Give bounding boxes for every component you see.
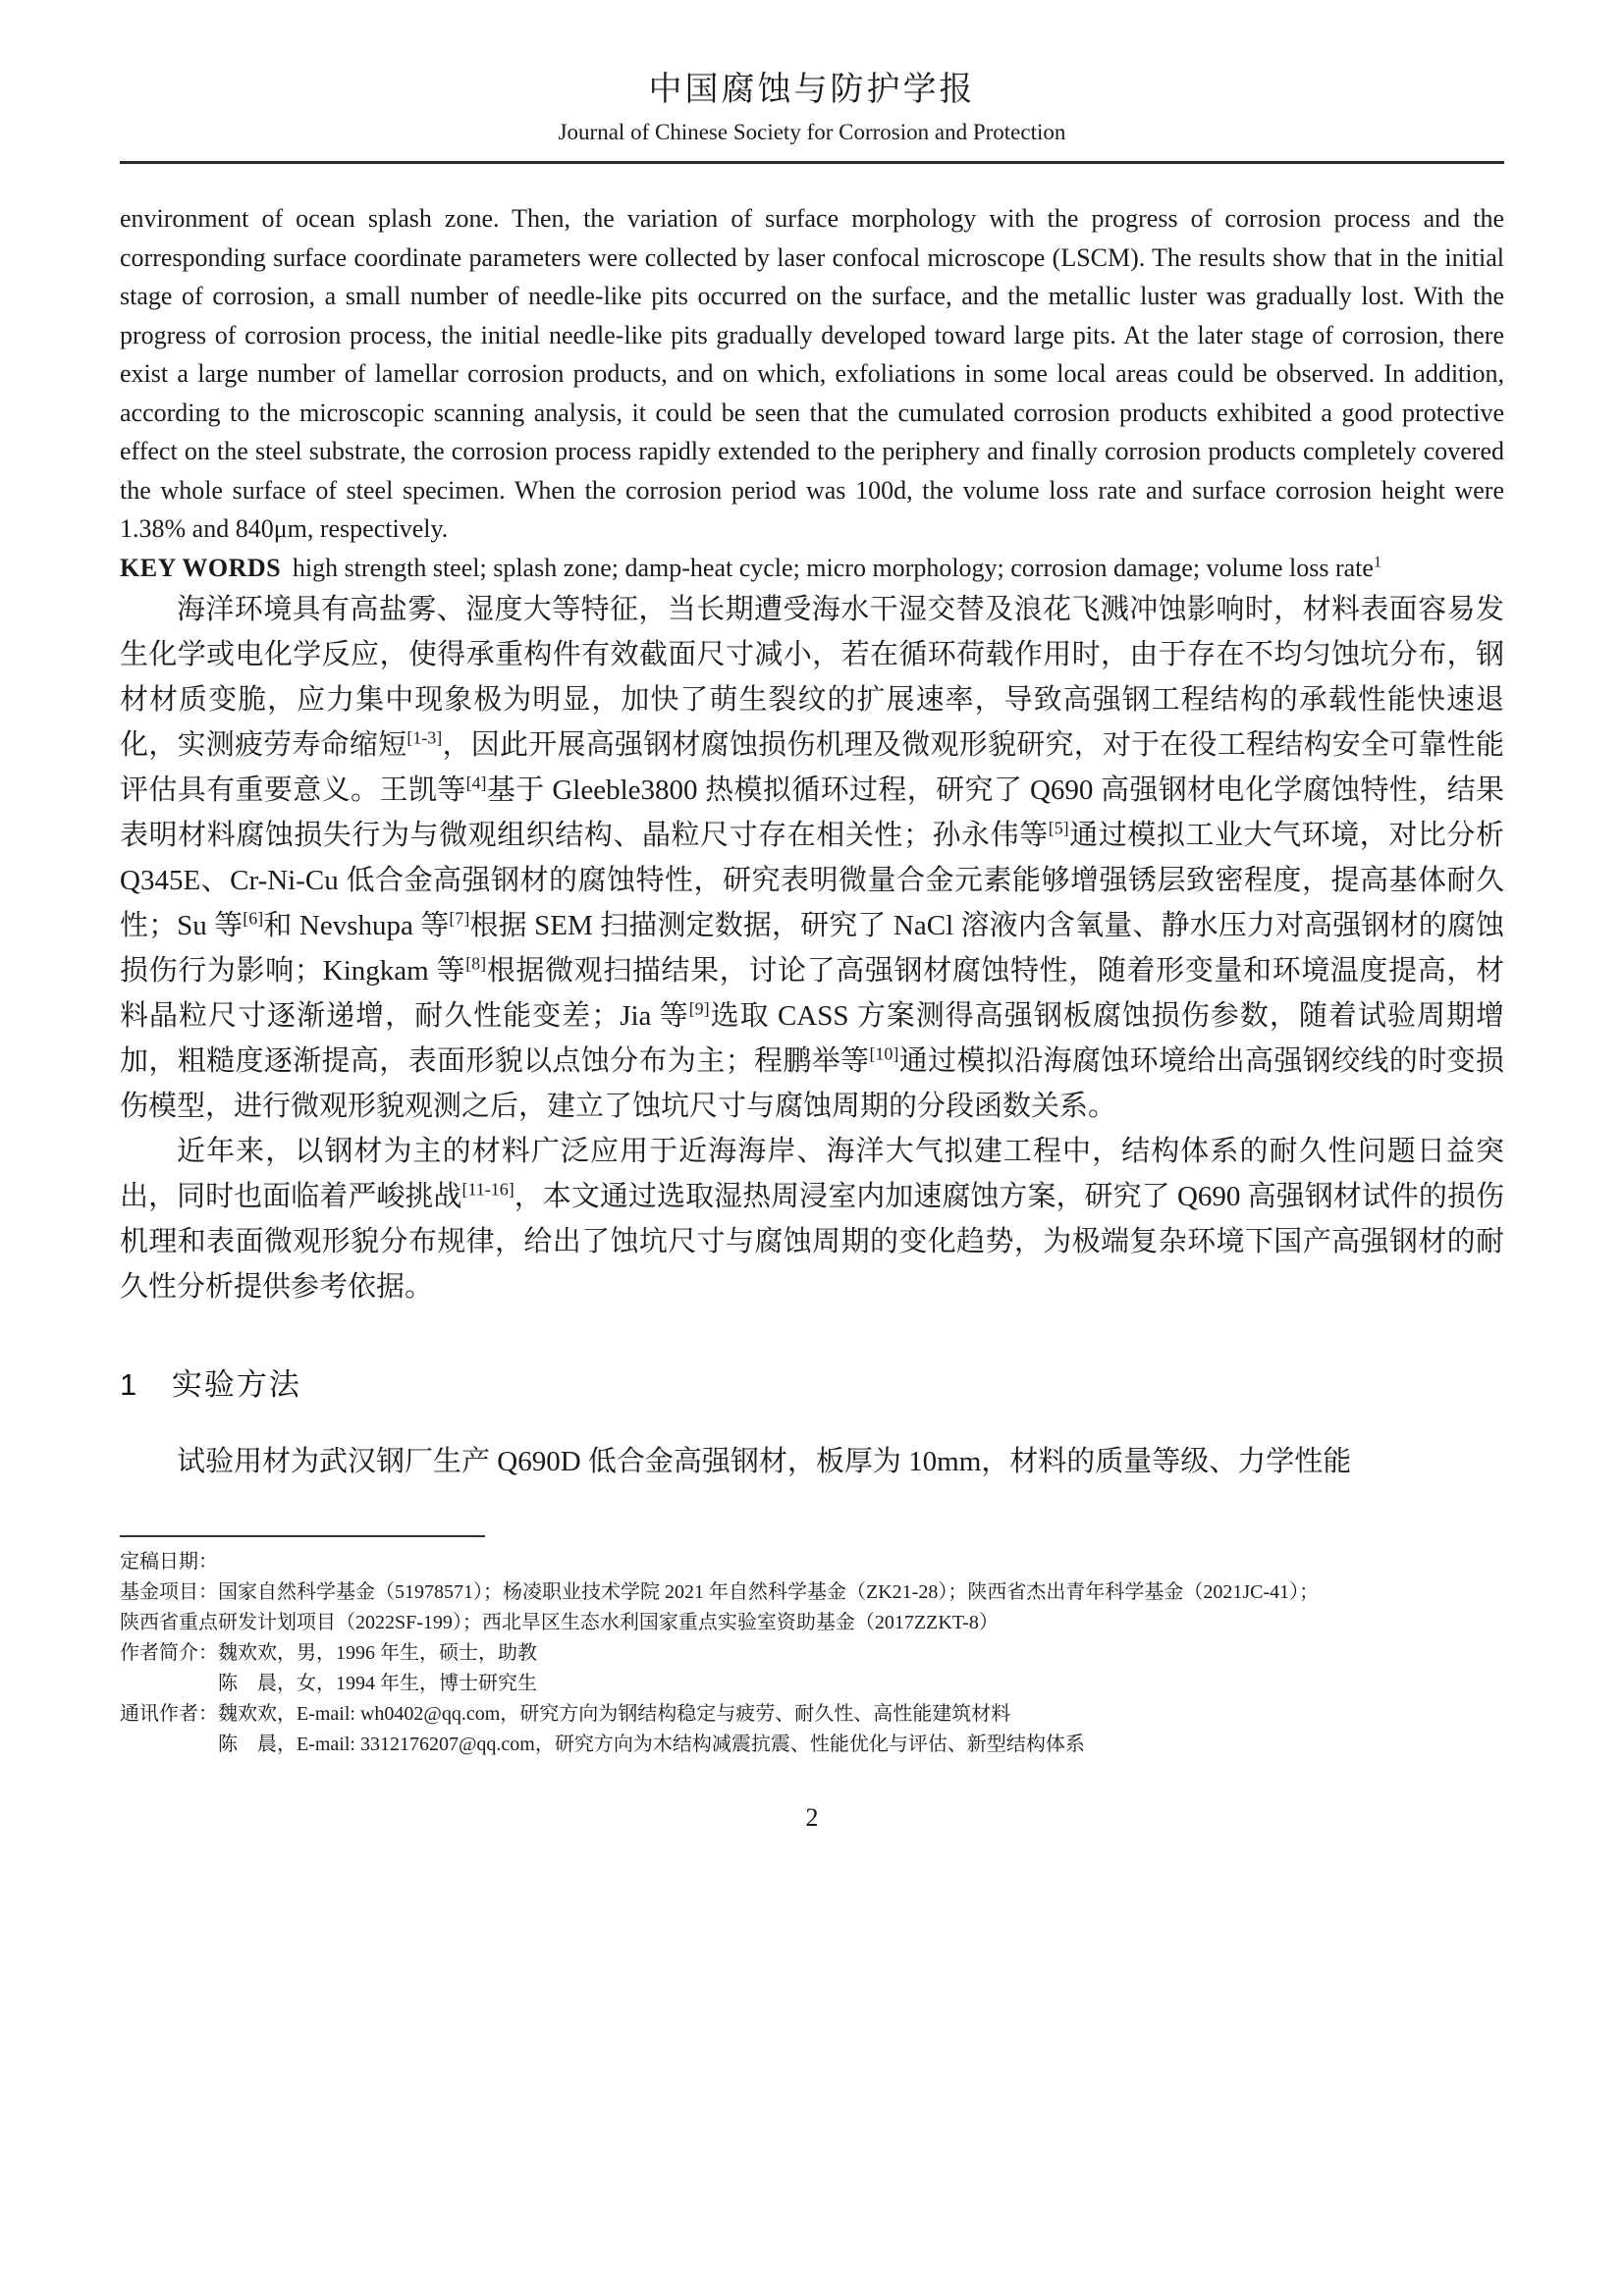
footnote-line: 基金项目：国家自然科学基金（51978571）；杨凌职业技术学院 2021 年自然科学基金（ZK21-28）；陕西省杰出青年科学基金（2021JC-41）； [120, 1580, 1320, 1603]
keywords-text: high strength steel; splash zone; damp-heat cycle; micro morphology; corrosion damage; volume loss rate [292, 553, 1374, 582]
footnotes-block [120, 1547, 1504, 1760]
keywords-label: KEY WORDS [120, 553, 282, 582]
reference-marker: [11-16] [461, 1179, 514, 1200]
reference-marker: [9] [688, 998, 710, 1019]
reference-marker: [10] [869, 1043, 899, 1064]
section-1-title: 实验方法 [171, 1367, 301, 1403]
reference-marker: [5] [1048, 818, 1069, 838]
header-rule [120, 161, 1504, 164]
intro-paragraph-2: 近年来，以钢材为主的材料广泛应用于近海海岸、海洋大气拟建工程中，结构体系的耐久性问题日益突出，同时也面临着严峻挑战[11-16]，本文通过选取湿热周浸室内加速腐蚀方案，研究了 Q690 高强钢材试件的损伤机理和表面微观形貌分布规律，给出了蚀坑尺寸与腐蚀周期的变化趋势，为极端复杂环境下国产高强钢材的耐久性分析提供参考依据。 [120, 1136, 1504, 1304]
footnote-line: 陈 晨，女，1994 年生，博士研究生 [218, 1672, 537, 1694]
journal-title-zh: 中国腐蚀与防护学报 [648, 72, 976, 108]
reference-marker: [4] [465, 773, 487, 793]
journal-header [120, 71, 1504, 164]
keywords-paragraph [120, 549, 1504, 588]
footnote-rule [120, 1535, 485, 1537]
journal-title-en: Journal of Chinese Society for Corrosion and Protection [558, 119, 1066, 144]
footnote-line: 定稿日期： [120, 1550, 218, 1573]
footnote-line: 通讯作者：魏欢欢，E-mail: wh0402@qq.com，研究方向为钢结构稳定与疲劳、耐久性、高性能建筑材料 [120, 1702, 1011, 1725]
keywords-footnote-marker: 1 [1373, 554, 1382, 571]
footnote-line: 陈 晨，E-mail: 3312176207@qq.com，研究方向为木结构减震抗震、性能优化与评估、新型结构体系 [218, 1733, 1085, 1755]
page-body [120, 199, 1504, 1483]
abstract-paragraph: environment of ocean splash zone. Then, the variation of surface morphology with the progress of corrosion process and the corresponding surface coordinate parameters were collected by laser confocal microscope (LSCM). The results show that in the initial stage of corrosion, a small number of needle-like pits occurred on the surface, and the metallic luster was gradually lost. With the progress of corrosion process, the initial needle-like pits gradually developed toward large pits. At the later stage of corrosion, there exist a large number of lamellar corrosion products, and on which, exfoliations in some local areas could be observed. In addition, according to the microscopic scanning analysis, it could be seen that the cumulated corrosion products exhibited a good protective effect on the steel substrate, the corrosion process rapidly extended to the periphery and finally corrosion products completely covered the whole surface of steel specimen. When the corrosion period was 100d, the volume loss rate and surface corrosion height were 1.38% and 840μm, respectively. [120, 204, 1504, 544]
section-1-number: 1 [120, 1367, 137, 1403]
section-1-heading [120, 1366, 1504, 1403]
footnote-line: 作者简介：魏欢欢，男，1996 年生，硕士，助教 [120, 1641, 537, 1664]
reference-marker: [8] [465, 953, 487, 974]
section-1-paragraph: 试验用材为武汉钢厂生产 Q690D 低合金高强钢材，板厚为 10mm，材料的质量等级、力学性能 [177, 1445, 1352, 1477]
footnote-line: 陕西省重点研发计划项目（2022SF-199）；西北旱区生态水利国家重点实验室资助基金（2017ZZKT-8） [120, 1611, 999, 1633]
reference-marker: [1-3] [406, 727, 443, 748]
reference-marker: [7] [449, 908, 470, 929]
reference-marker: [6] [243, 908, 264, 929]
intro-paragraph-1: 海洋环境具有高盐雾、湿度大等特征，当长期遭受海水干湿交替及浪花飞溅冲蚀影响时，材料表面容易发生化学或电化学反应，使得承重构件有效截面尺寸减小，若在循环荷载作用时，由于存在不均匀蚀坑分布，钢材材质变脆，应力集中现象极为明显，加快了萌生裂纹的扩展速率，导致高强钢工程结构的承载性能快速退化，实测疲劳寿命缩短[1-3]，因此开展高强钢材腐蚀损伤机理及微观形貌研究，对于在役工程结构安全可靠性能评估具有重要意义。王凯等[4]基于 Gleeble3800 热模拟循环过程，研究了 Q690 高强钢材电化学腐蚀特性，结果表明材料腐蚀损失行为与微观组织结构、晶粒尺寸存在相关性；孙永伟等[5]通过模拟工业大气环境，对比分析 Q345E、Cr-Ni-Cu 低合金高强钢材的腐蚀特性，研究表明微量合金元素能够增强锈层致密程度，提高基体耐久性；Su 等[6]和 Nevshupa 等[7]根据 SEM 扫描测定数据，研究了 NaCl 溶液内含氧量、静水压力对高强钢材的腐蚀损伤行为影响；Kingkam 等[8]根据微观扫描结果，讨论了高强钢材腐蚀特性，随着形变量和环境温度提高，材料晶粒尺寸逐渐递增，耐久性能变差；Jia 等[9]选取 CASS 方案测得高强钢板腐蚀损伤参数，随着试验周期增加，粗糙度逐渐提高，表面形貌以点蚀分布为主；程鹏举等[10]通过模拟沿海腐蚀环境给出高强钢绞线的时变损伤模型，进行微观形貌观测之后，建立了蚀坑尺寸与腐蚀周期的分段函数关系。 [120, 594, 1504, 1123]
page-number: 2 [805, 1802, 819, 1832]
page-footer [120, 1535, 1504, 1833]
